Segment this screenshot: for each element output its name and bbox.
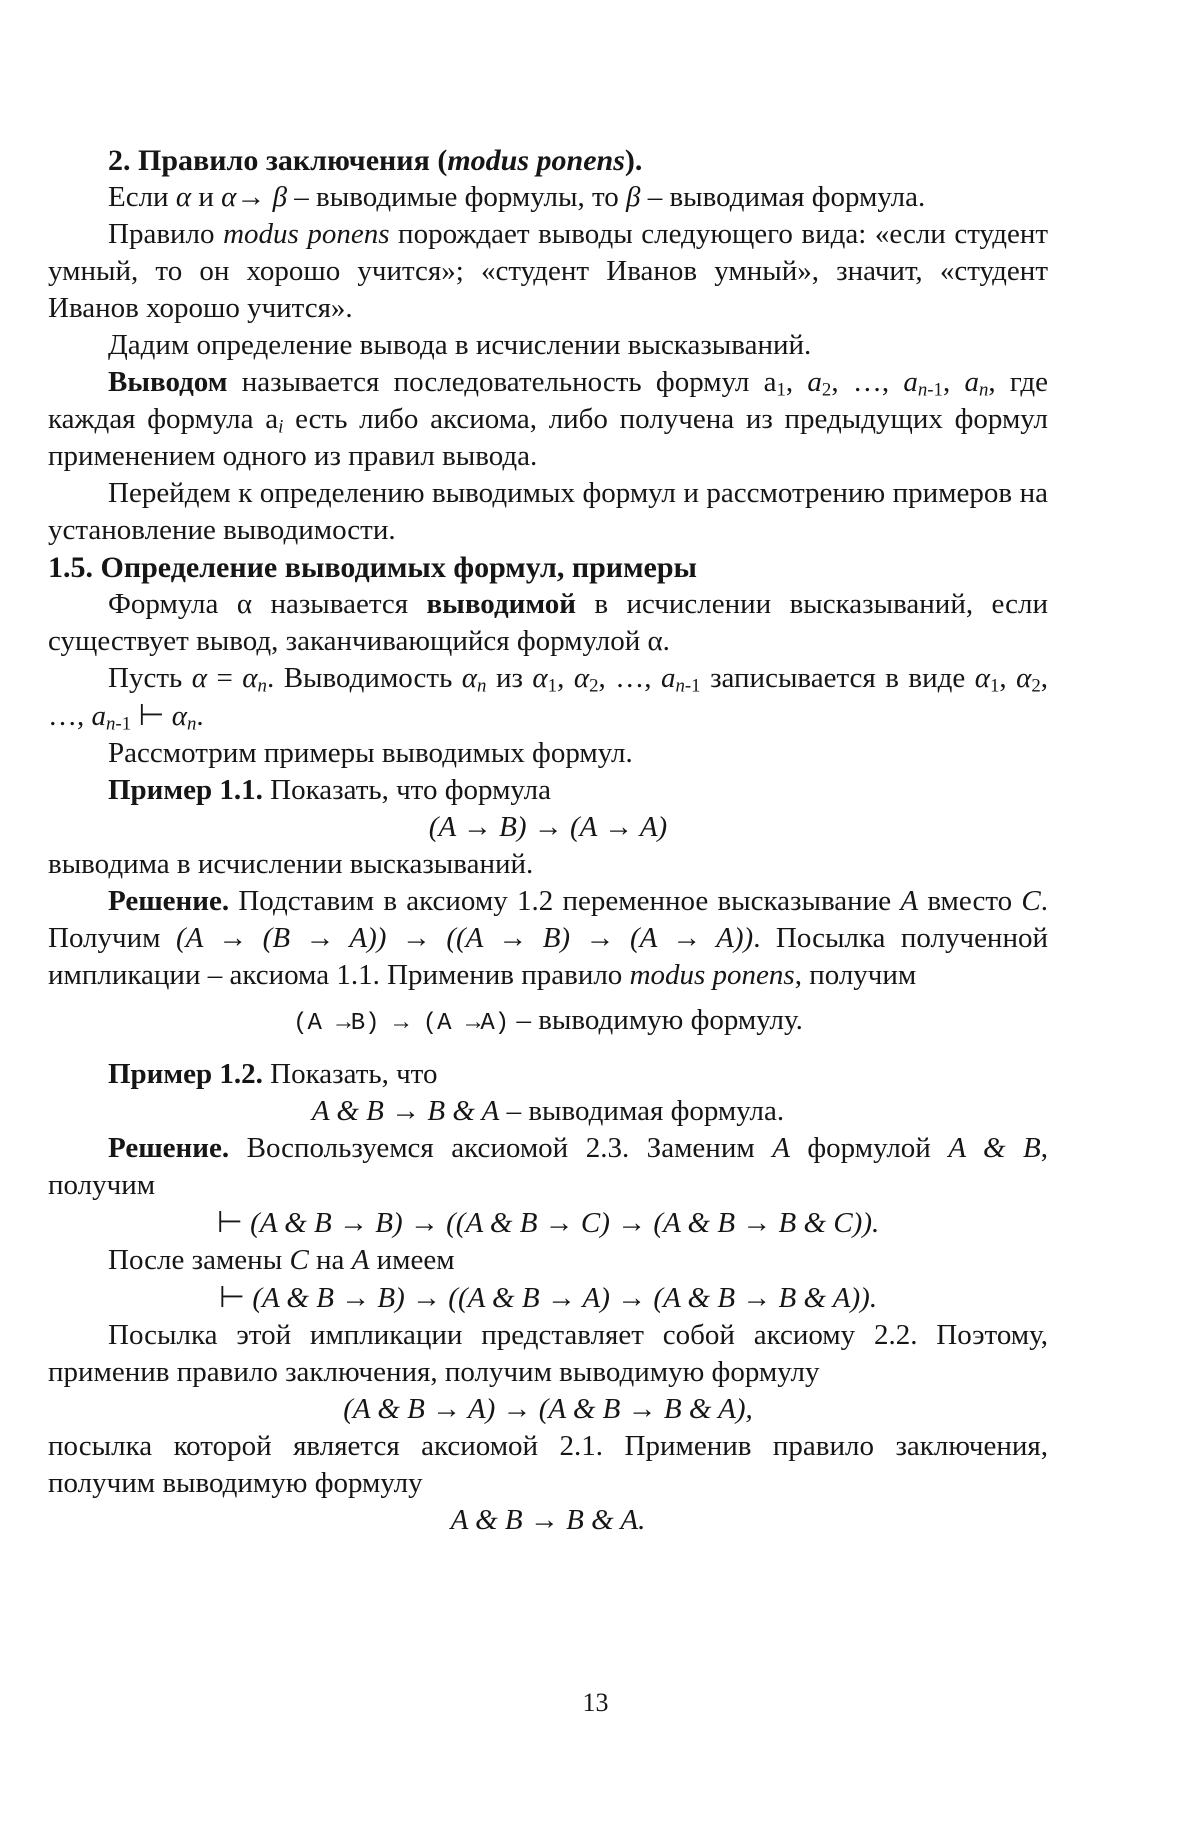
page-number: 13: [582, 1688, 609, 1717]
paragraph-after-replacement: После замены C на A имеем: [108, 1244, 455, 1276]
formula-solution-1-1-result: (A →B) → (A →A) – выводимую формулу.: [293, 1004, 803, 1037]
paragraph-premise-axiom-2-1: посылка которой является аксиомой 2.1. Применив правило заключения, получим выводимую формулу: [48, 1430, 1048, 1499]
formula-derived-1: (A & B → A) → (A & B → B & A),: [343, 1393, 753, 1425]
formula-example-1-2: A & B → B & A – выводимая формула.: [311, 1095, 785, 1127]
paragraph-derivation-intro: Дадим определение вывода в исчислении высказываний.: [108, 329, 812, 361]
paragraph-examples-intro: Рассмотрим примеры выводимых формул.: [108, 737, 633, 769]
paragraph-modus-ponens-example: Правило modus ponens порождает выводы следующего вида: «если студент умный, то он хорошо учится»; «студент Иванов умный», значит, «студент Иванов хорошо учится».: [48, 218, 1049, 324]
example-1-1-after: выводима в исчислении высказываний.: [48, 848, 534, 880]
paragraph-derivability-notation: Пусть $\alpha = \alpha_n$. Выводимость $\alpha_n$ из $\alpha_1$, $\alpha_2$, …, $a_{n-1}$ записывается в виде $\alpha_1$, $\alpha_2$, …, $a_{n-1}$ ⊢ $\alpha_n$.: [48, 662, 1049, 735]
formula-axiom-2-3: ⊢ (A & B → B) → ((A & B → C) → (A & B → B & C)).: [216, 1205, 880, 1240]
paragraph-derivation-definition: Выводом называется последовательность формул $a_1$, $a_2$, …, $a_{n-1}$, $a_n$, где каждая формула $a_i$ есть либо аксиома, либо получена из предыдущих формул применением одного из правил вывода.: [48, 366, 1048, 472]
example-1-2: Пример 1.2. Показать, что: [108, 1058, 438, 1090]
rule-statement: Если α и α→ β – выводимые формулы, то β – выводимая формула.: [108, 181, 926, 213]
section-heading-modus-ponens: 2. Правило заключения (modus ponens).: [108, 144, 643, 177]
example-1-1: Пример 1.1. Показать, что формула: [108, 774, 551, 806]
formula-derived-final: A & B → B & A.: [450, 1504, 646, 1536]
section-heading-1-5: 1.5. Определение выводимых формул, примеры: [48, 551, 697, 584]
solution-1-1: Решение. Подставим в аксиому 1.2 переменное высказывание A вместо C. Получим (A → (B → A)) → ((A → B) → (A → A)). Посылка полученной импликации – аксиома 1.1. Применив правило modus ponens, получим: [48, 885, 1048, 991]
solution-1-2: Решение. Воспользуемся аксиомой 2.3. Заменим A формулой A & B, получим: [48, 1132, 1049, 1201]
paragraph-transition: Перейдем к определению выводимых формул и рассмотрению примеров на установление выводимости.: [48, 477, 1048, 546]
formula-replaced: ⊢ (A & B → B) → ((A & B → A) → (A & B → B & A)).: [218, 1280, 878, 1315]
paragraph-premise-axiom-2-2: Посылка этой импликации представляет собой аксиому 2.2. Поэтому, применив правило заключения, получим выводимую формулу: [48, 1319, 1048, 1388]
page-content: [48, 142, 1048, 1539]
formula-example-1-1: (A → B) → (A → A): [428, 811, 668, 843]
paragraph-derivable-definition: Формула α называется выводимой в исчислении высказываний, если существует вывод, заканчивающийся формулой α.: [48, 588, 1048, 657]
